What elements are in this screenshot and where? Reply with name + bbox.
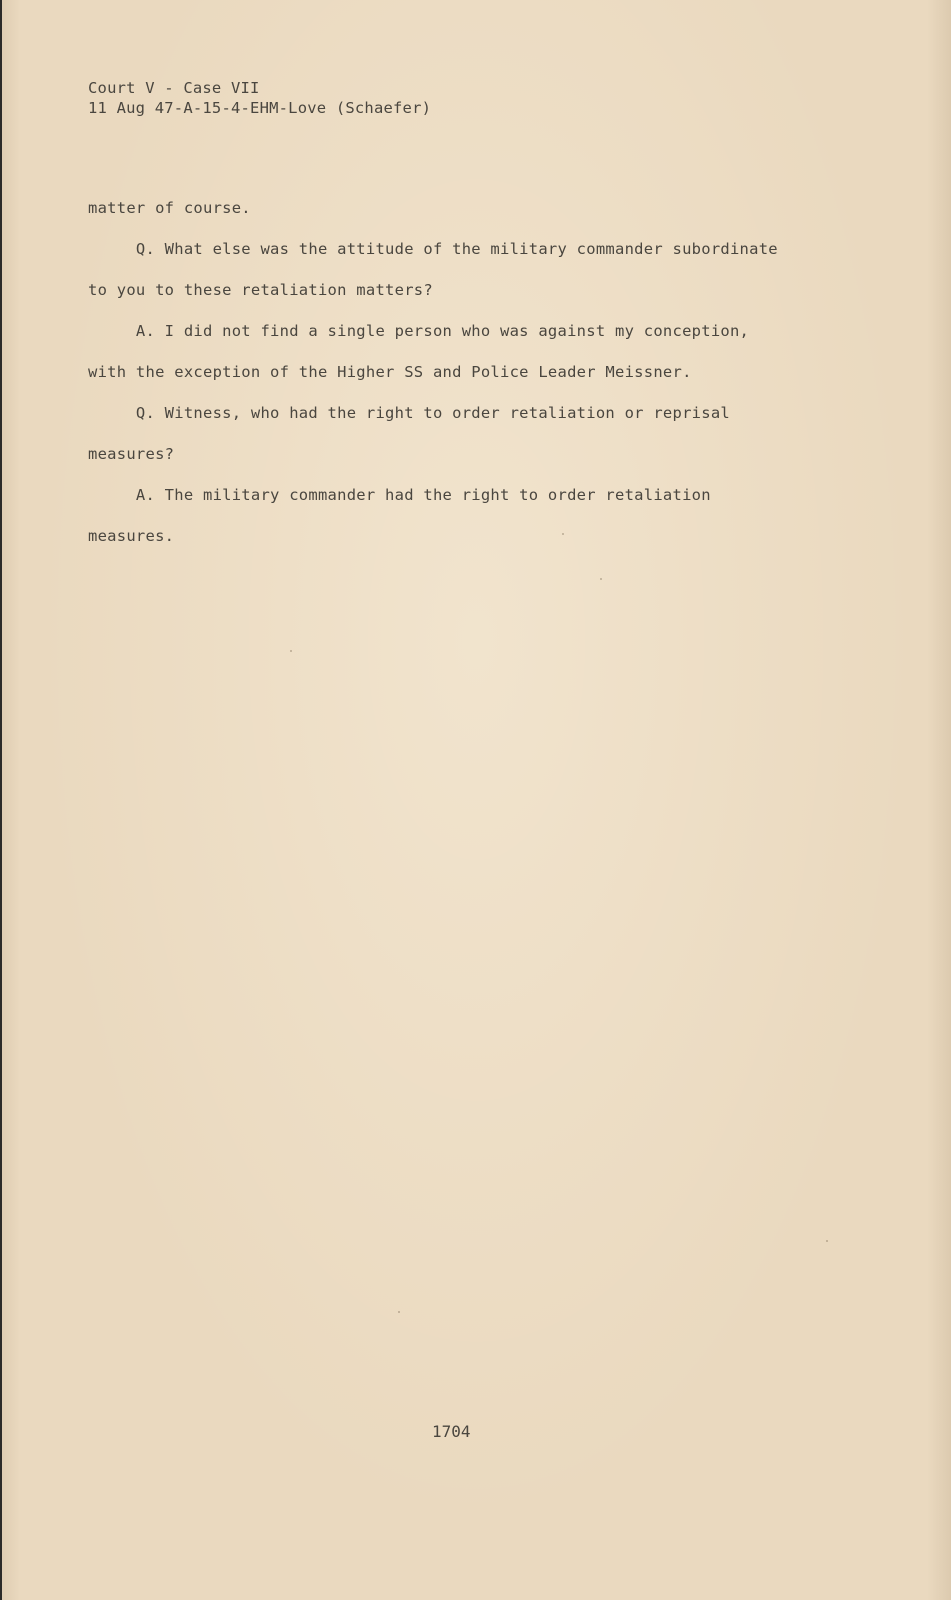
body-line-8: A. The military commander had the right to order retaliation [88, 486, 711, 504]
paper-speck [600, 578, 602, 580]
paper-speck [562, 533, 564, 535]
body-line-1: matter of course. [88, 199, 251, 217]
body-line-5: with the exception of the Higher SS and Police Leader Meissner. [88, 363, 692, 381]
body-line-3: to you to these retaliation matters? [88, 281, 433, 299]
session-reference: 11 Aug 47-A-15-4-EHM-Love (Schaefer) [88, 99, 432, 117]
paper-speck [398, 1311, 400, 1313]
document-page [2, 0, 951, 1600]
body-line-4: A. I did not find a single person who was against my conception, [88, 322, 750, 340]
body-line-7: measures? [88, 445, 175, 463]
case-heading: Court V - Case VII [88, 79, 260, 97]
paper-speck [290, 650, 292, 652]
body-line-2: Q. What else was the attitude of the military commander subordinate [88, 240, 778, 258]
body-line-9: measures. [88, 527, 175, 545]
page-number: 1704 [432, 1422, 471, 1441]
paper-speck [826, 1240, 828, 1242]
document-header [88, 78, 431, 118]
body-line-6: Q. Witness, who had the right to order retaliation or reprisal [88, 404, 730, 422]
